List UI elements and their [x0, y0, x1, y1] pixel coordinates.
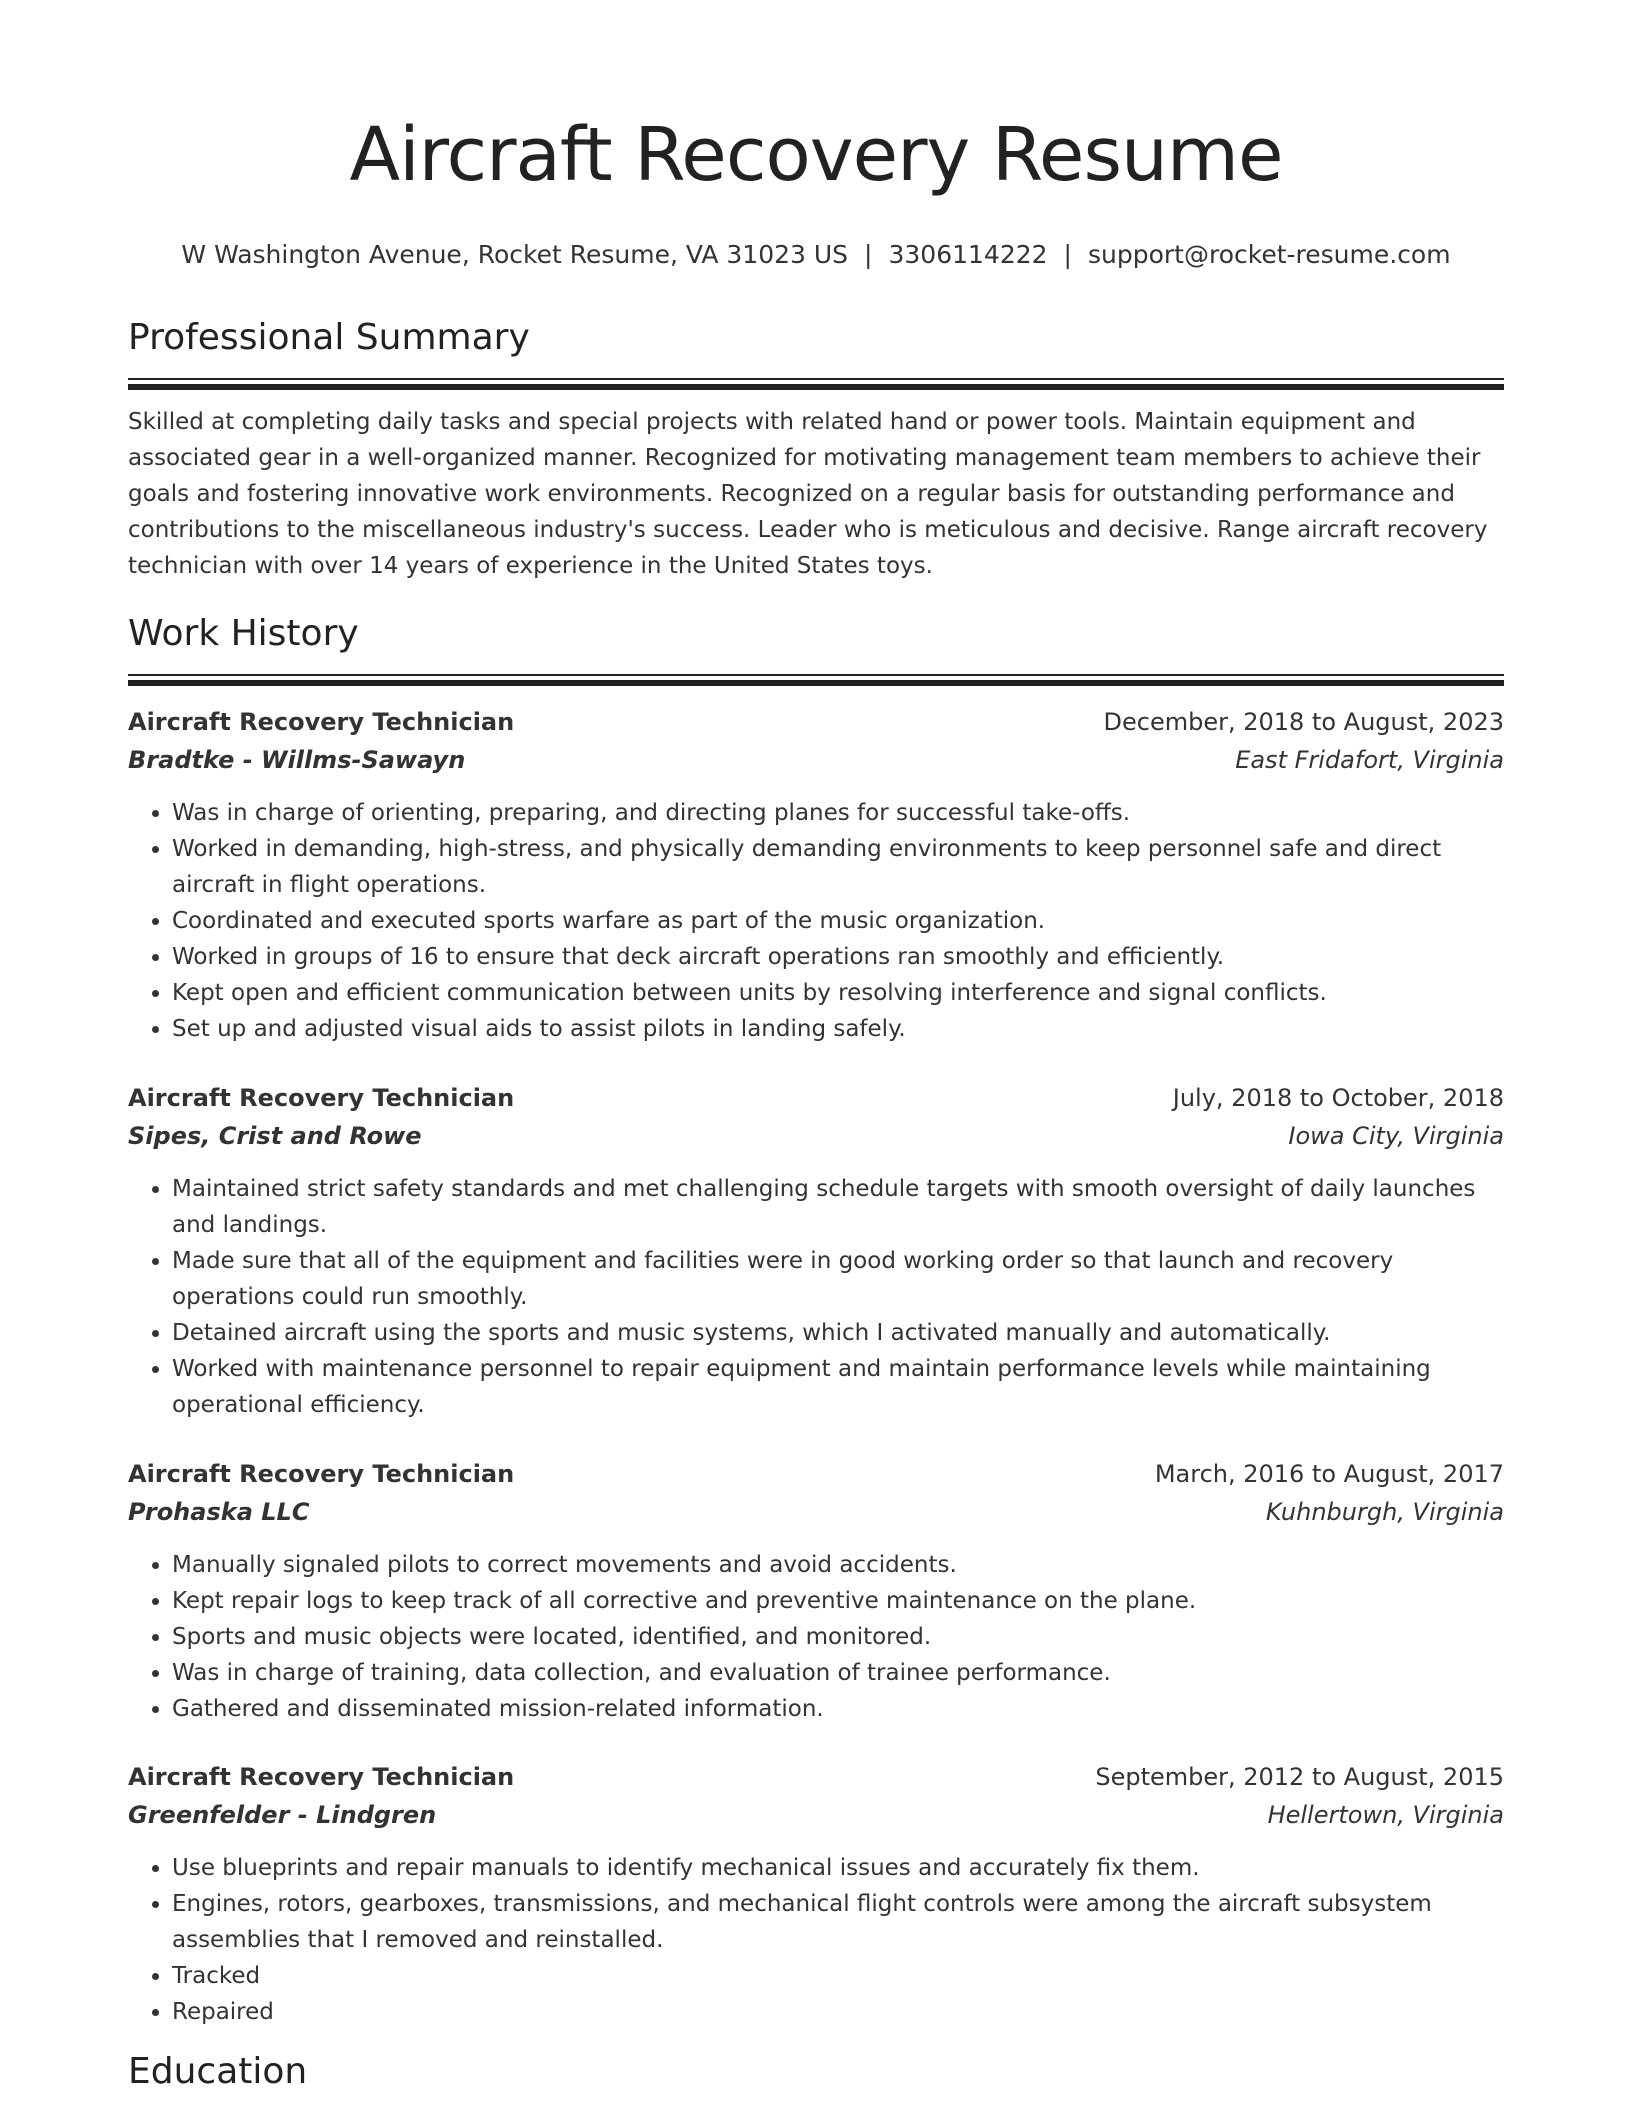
job-entry: [128, 1079, 1504, 1423]
job-bullet-list: [128, 1850, 1504, 2030]
job-title: Aircraft Recovery Technician: [128, 708, 515, 736]
job-location: Hellertown, Virginia: [1267, 1801, 1504, 1829]
section-divider: [128, 674, 1504, 686]
work-history-section: [128, 613, 1504, 686]
job-bullet: • Kept repair logs to keep track of all corrective and preventive maintenance on the plane.: [172, 1583, 1504, 1619]
job-dates: July, 2018 to October, 2018: [1172, 1084, 1504, 1112]
job-bullet: • Use blueprints and repair manuals to identify mechanical issues and accurately fix them.: [172, 1850, 1504, 1886]
job-entry: [128, 1455, 1504, 1727]
job-bullet: • Engines, rotors, gearboxes, transmissions, and mechanical flight controls were among the aircraft subsystem assemblies that I removed and reinstalled.: [172, 1886, 1504, 1958]
job-bullet: • Was in charge of orienting, preparing, and directing planes for successful take-offs.: [172, 795, 1504, 831]
job-bullet-list: [128, 795, 1504, 1047]
job-bullet: • Detained aircraft using the sports and music systems, which I activated manually and automatically.: [172, 1315, 1504, 1351]
job-bullet: • Coordinated and executed sports warfare as part of the music organization.: [172, 903, 1504, 939]
job-title: Aircraft Recovery Technician: [128, 1460, 515, 1488]
contact-phone: 3306114222: [888, 240, 1048, 269]
job-bullet: • Tracked: [172, 1958, 1504, 1994]
job-title: Aircraft Recovery Technician: [128, 1084, 515, 1112]
contact-separator: |: [1063, 240, 1072, 269]
job-header-row: [128, 1455, 1504, 1493]
job-company: Greenfelder - Lindgren: [128, 1801, 437, 1829]
job-company-row: [128, 1796, 1504, 1834]
job-company: Prohaska LLC: [128, 1498, 310, 1526]
job-company-row: [128, 741, 1504, 779]
job-entry: [128, 1758, 1504, 2030]
job-bullet: • Sports and music objects were located, identified, and monitored.: [172, 1619, 1504, 1655]
job-company: Bradtke - Willms-Sawayn: [128, 746, 466, 774]
job-bullet: • Set up and adjusted visual aids to assist pilots in landing safely.: [172, 1011, 1504, 1047]
job-dates: December, 2018 to August, 2023: [1103, 708, 1504, 736]
job-bullet: • Was in charge of training, data collection, and evaluation of trainee performance.: [172, 1655, 1504, 1691]
job-bullet: • Worked in groups of 16 to ensure that deck aircraft operations ran smoothly and efficiently.: [172, 939, 1504, 975]
education-section: [128, 2051, 1504, 2098]
job-bullet-list: [128, 1171, 1504, 1423]
job-bullet: • Manually signaled pilots to correct movements and avoid accidents.: [172, 1547, 1504, 1583]
professional-summary-heading: Professional Summary: [128, 317, 530, 358]
section-divider: [128, 378, 1504, 390]
job-company-row: [128, 1493, 1504, 1531]
job-bullet: • Repaired: [172, 1994, 1504, 2030]
job-location: Kuhnburgh, Virginia: [1265, 1498, 1504, 1526]
contact-line: [128, 240, 1504, 269]
job-dates: September, 2012 to August, 2015: [1095, 1763, 1504, 1791]
resume-title: Aircraft Recovery Resume: [349, 112, 1283, 198]
job-location: Iowa City, Virginia: [1288, 1122, 1504, 1150]
job-header-row: [128, 703, 1504, 741]
job-bullet: • Worked with maintenance personnel to repair equipment and maintain performance levels while maintaining operational efficiency.: [172, 1351, 1504, 1423]
contact-separator: |: [864, 240, 873, 269]
job-bullet: • Kept open and efficient communication between units by resolving interference and signal conflicts.: [172, 975, 1504, 1011]
professional-summary-section: [128, 317, 1504, 584]
job-bullet: • Made sure that all of the equipment and facilities were in good working order so that launch and recovery operations could run smoothly.: [172, 1243, 1504, 1315]
professional-summary-text: Skilled at completing daily tasks and special projects with related hand or power tools. Maintain equipment and associated gear in a well-organized manner. Recognized for motivating management team members to achieve their goals and fostering innovative work environments. Recognized on a regular basis for outstanding performance and contributions to the miscellaneous industry's success. Leader who is meticulous and decisive. Range aircraft recovery technician with over 14 years of experience in the United States toys.: [128, 409, 1488, 579]
job-entry: [128, 703, 1504, 1047]
job-bullet: • Worked in demanding, high-stress, and physically demanding environments to keep personnel safe and direct aircraft in flight operations.: [172, 831, 1504, 903]
job-header-row: [128, 1758, 1504, 1796]
job-location: East Fridafort, Virginia: [1235, 746, 1504, 774]
job-bullet: • Maintained strict safety standards and met challenging schedule targets with smooth oversight of daily launches and landings.: [172, 1171, 1504, 1243]
contact-email[interactable]: support@rocket-resume.com: [1087, 240, 1451, 269]
job-title: Aircraft Recovery Technician: [128, 1763, 515, 1791]
job-company-row: [128, 1117, 1504, 1155]
job-bullet: • Gathered and disseminated mission-related information.: [172, 1691, 1504, 1727]
education-heading: Education: [128, 2051, 308, 2092]
contact-address: W Washington Avenue, Rocket Resume, VA 31023 US: [181, 240, 849, 269]
job-bullet-list: [128, 1547, 1504, 1727]
job-company: Sipes, Crist and Rowe: [128, 1122, 422, 1150]
work-history-heading: Work History: [128, 613, 359, 654]
job-header-row: [128, 1079, 1504, 1117]
job-dates: March, 2016 to August, 2017: [1154, 1460, 1504, 1488]
